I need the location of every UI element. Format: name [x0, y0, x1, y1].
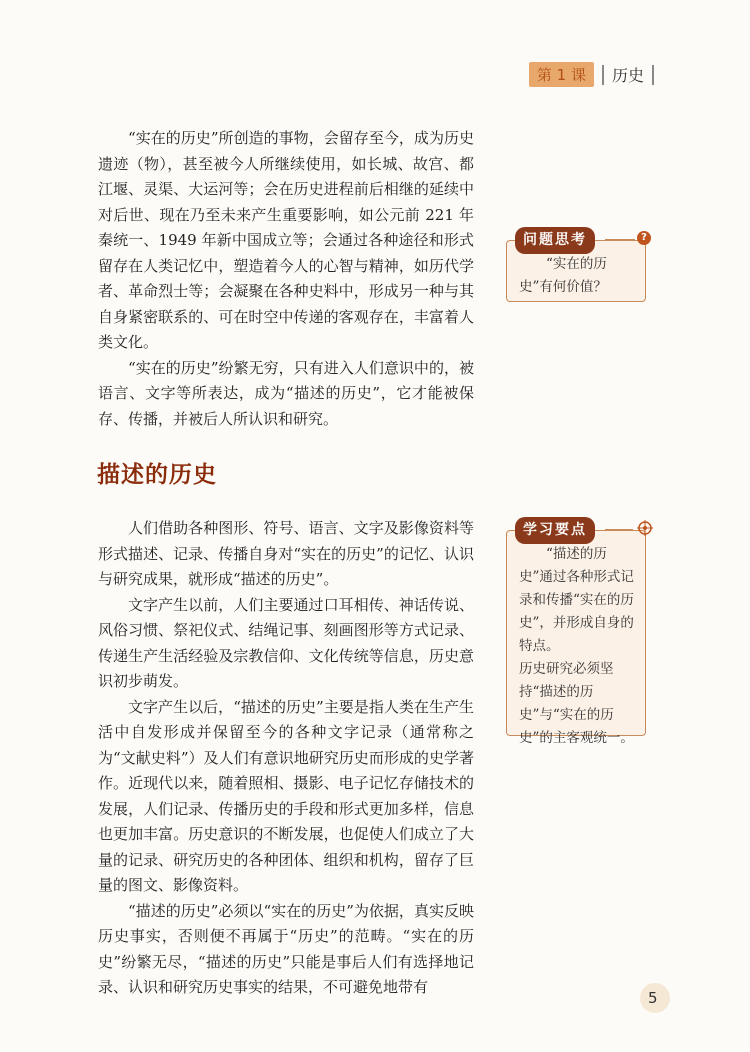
header-subject: 历史	[611, 66, 644, 85]
question-box	[506, 232, 647, 302]
page-number: 5	[648, 989, 658, 1007]
body-paragraph: 文字产生以前，人们主要通过口耳相传、神话传说、风俗习惯、祭祀仪式、结绳记事、刻画图形等方式记录、传递生产生活经验及宗教信仰、文化传统等信息，历史意识初步萌发。	[98, 595, 474, 690]
box-title-rule	[605, 529, 633, 531]
body-paragraph: “实在的历史”纷繁无穷，只有进入人们意识中的，被语言、文字等所表达，成为“描述的历史”，它才能被保存、传播，并被后人所认识和研究。	[98, 358, 474, 428]
body-text-block-1	[98, 126, 474, 432]
key-point: 历史研究必须坚持“描述的历史”与“实在的历史”的主客观统一。	[519, 661, 634, 746]
header-divider-end	[652, 65, 654, 85]
key-points-box	[506, 522, 646, 746]
key-points-title: 学习要点	[515, 517, 595, 544]
body-paragraph: “实在的历史”所创造的事物，会留存至今，成为历史遗迹（物），甚至被今人所继续使用，如长城、故宫、都江堰、灵渠、大运河等；会在历史进程前后相继的延续中对后世、现在乃至未来产生重要影响，如公元前 221 年秦统一、1949 年新中国成立等；会通过各种途径和形式留存在人类记忆中，塑造着今人的心智与精神，如历代学者、革命烈士等；会凝聚在各种史料中，形成另一种与其自身紧密联系的、可在时空中传递的客观存在，丰富着人类文化。	[98, 129, 474, 351]
target-icon	[637, 520, 653, 536]
key-point: “描述的历史”通过各种形式记录和传播“实在的历史”，并形成自身的特点。	[519, 546, 634, 654]
question-text: “实在的历史”有何价值？	[519, 256, 607, 295]
section-title: 描述的历史	[97, 462, 217, 488]
question-icon: ?	[637, 231, 651, 245]
body-paragraph: “描述的历史”必须以“实在的历史”为依据，真实反映历史事实，否则便不再属于“历史”的范畴。“实在的历史”纷繁无尽，“描述的历史”只能是事后人们有选择地记录、认识和研究历史事实的结果，不可避免地带有	[98, 901, 474, 996]
lesson-tag: 第 1 课	[529, 62, 594, 87]
box-title-rule	[605, 239, 635, 241]
body-text-block-2	[98, 516, 474, 1001]
running-header	[529, 62, 654, 87]
header-divider	[602, 65, 604, 85]
body-paragraph: 人们借助各种图形、符号、语言、文字及影像资料等形式描述、记录、传播自身对“实在的历史”的记忆、认识与研究成果，就形成“描述的历史”。	[98, 519, 474, 588]
body-paragraph: 文字产生以后，“描述的历史”主要是指人类在生产生活中自发形成并保留至今的各种文字记录（通常称之为“文献史料”）及人们有意识地研究历史而形成的史学著作。近现代以来，随着照相、摄影、电子记忆存储技术的发展，人们记录、传播历史的手段和形式更加多样，信息也更加丰富。历史意识的不断发展，也促使人们成立了大量的记录、研究历史的各种团体、组织和机构，留存了巨量的图文、影像资料。	[98, 697, 474, 894]
question-box-title: 问题思考	[515, 227, 595, 254]
